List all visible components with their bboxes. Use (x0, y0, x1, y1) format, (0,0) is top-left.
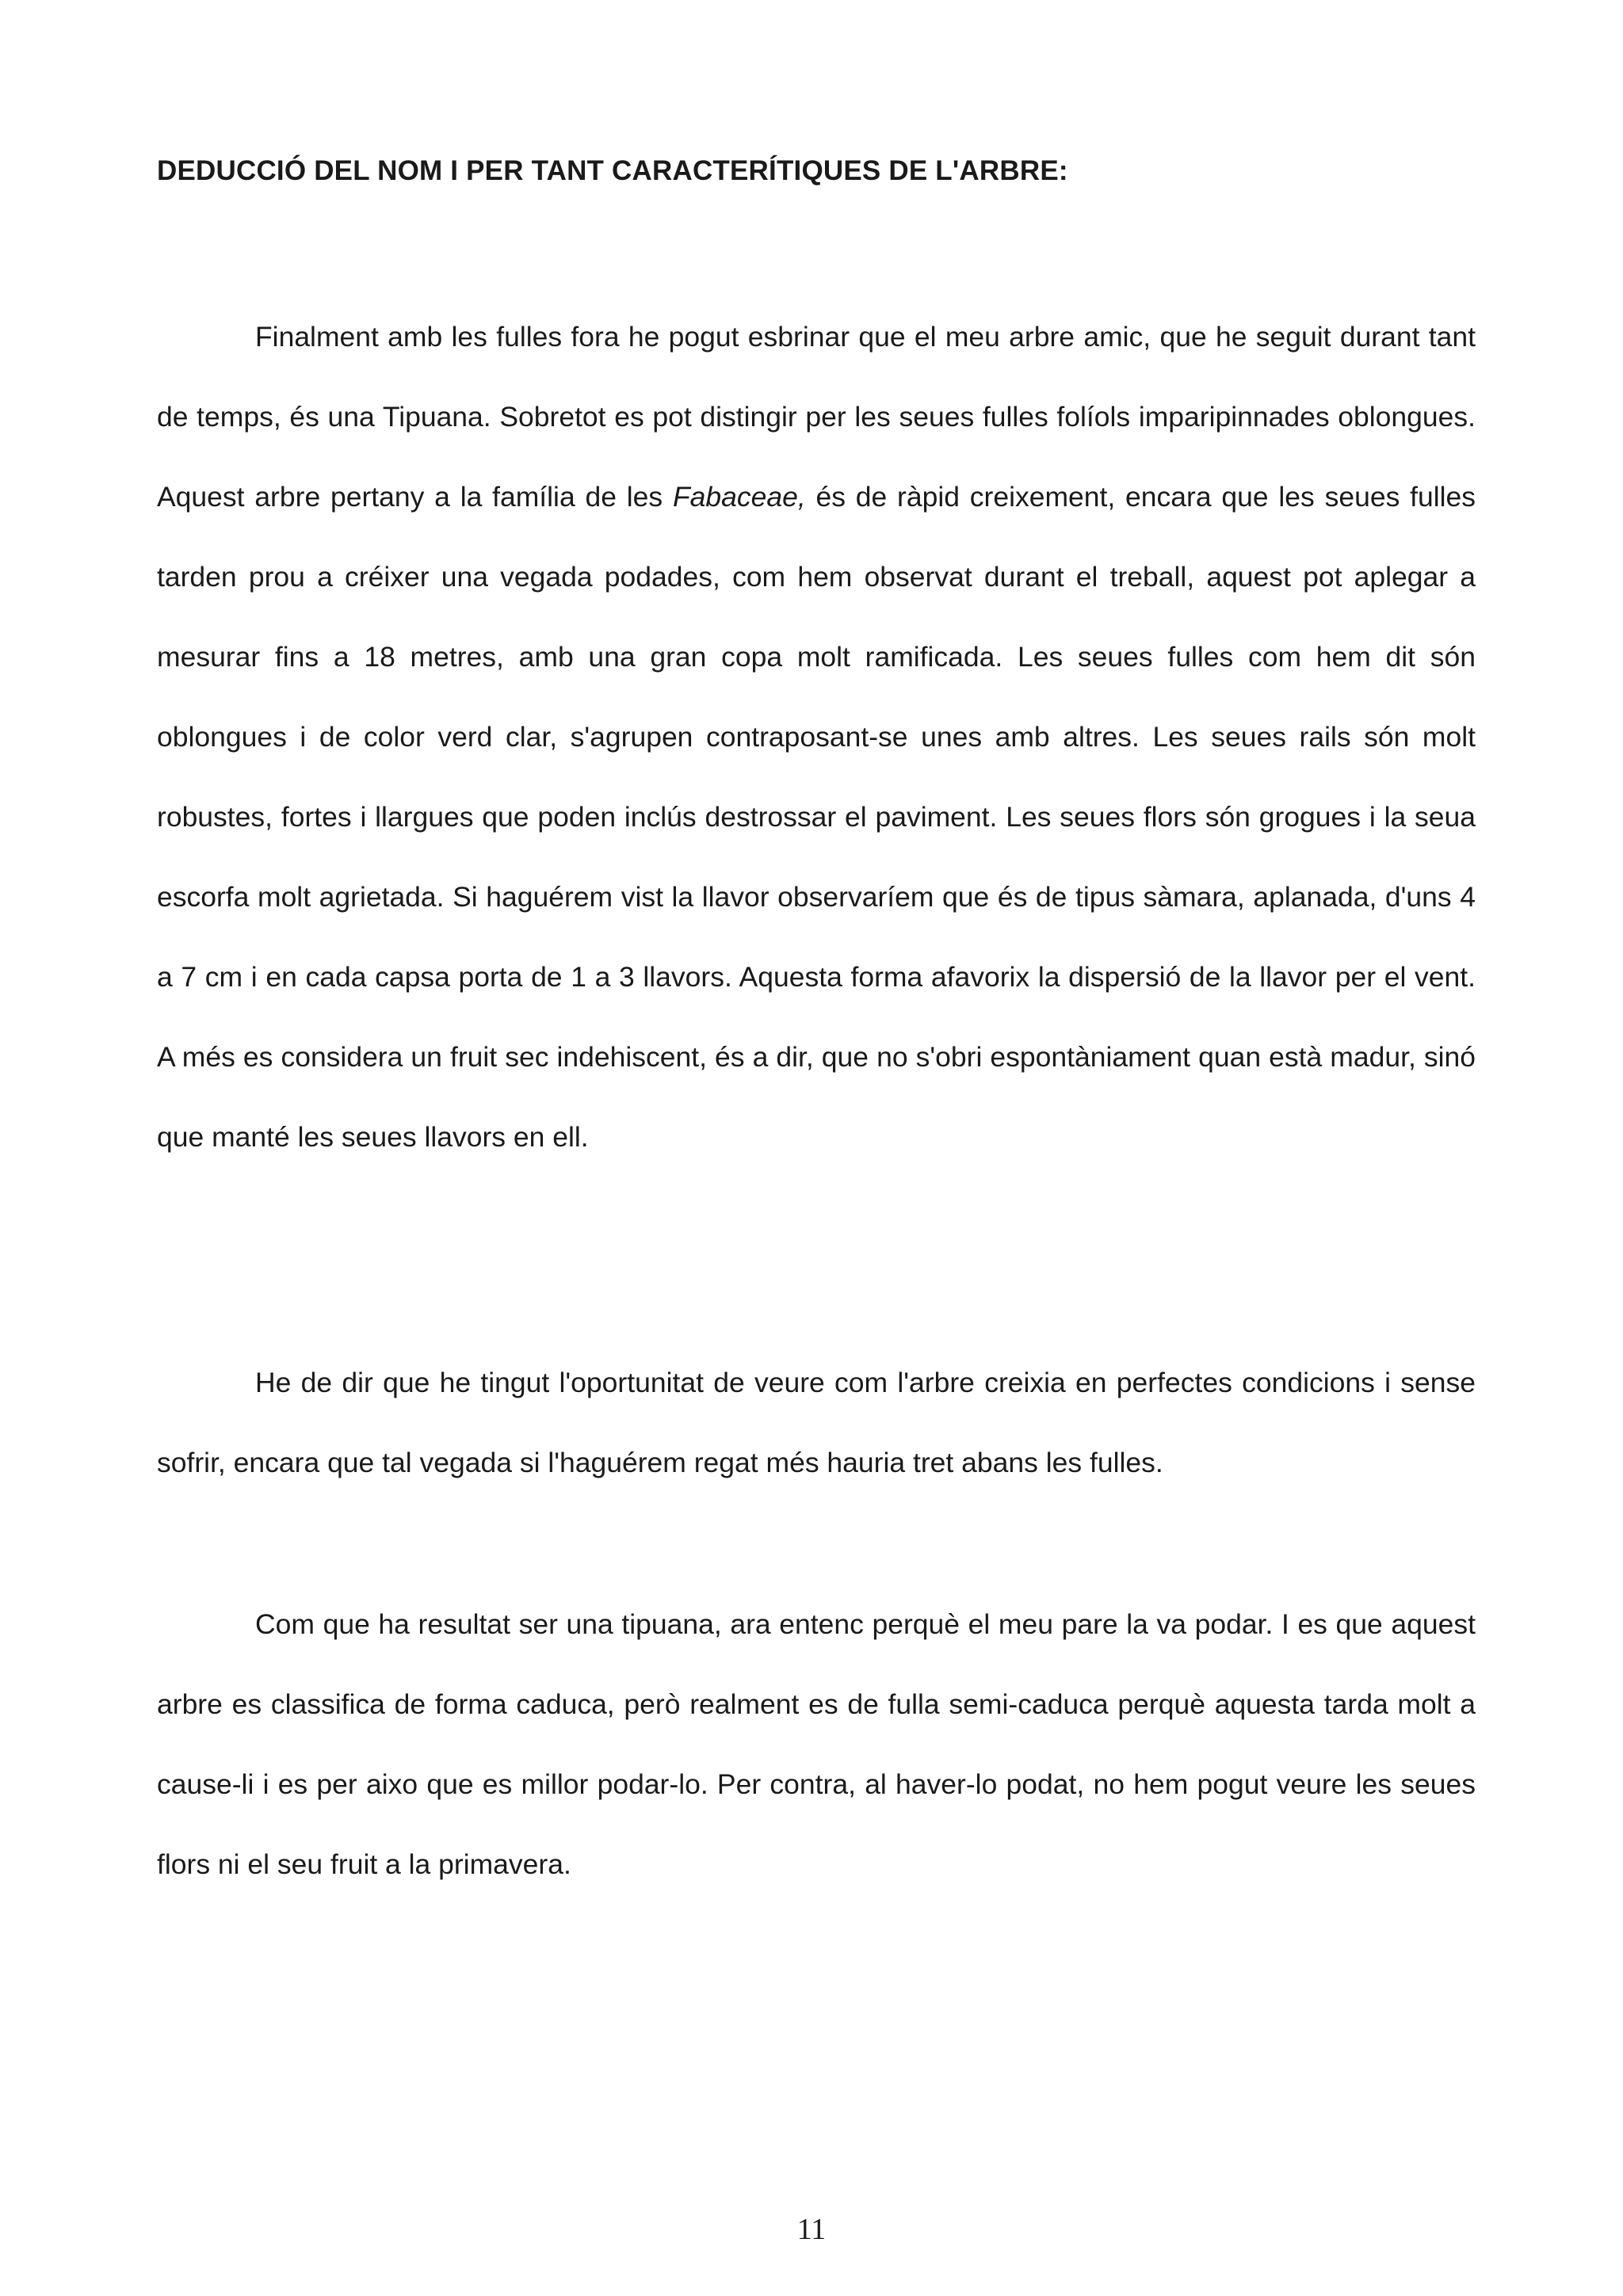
paragraph-1-text-start: Finalment amb les fulles fora he pogut esbrinar que el meu arbre amic, que he seguit durant tant de temps, és una Tipuana. Sobretot es pot distingir per les seues fulles folíols imparipinnades oblongues. Aquest arbre pertany a la família de les (157, 321, 1476, 513)
paragraph-1-italic-term: Fabaceae, (672, 481, 806, 513)
paragraph-1 (157, 297, 1476, 1177)
page-number: 11 (796, 2213, 827, 2246)
paragraph-1-text-end: és de ràpid creixement, encara que les seues fulles tarden prou a créixer una vegada podades, com hem observat durant el treball, aquest pot aplegar a mesurar fins a 18 metres, amb una gran copa molt ramificada. Les seues fulles com hem dit són oblongues i de color verd clar, s'agrupen contraposant-se unes amb altres. Les seues rails són molt robustes, fortes i llargues que poden inclús destrossar el paviment. Les seues flors són grogues i la seua escorfa molt agrietada. Si haguérem vist la llavor observaríem que és de tipus sàmara, aplanada, d'uns 4 a 7 cm i en cada capsa porta de 1 a 3 llavors. Aquesta forma afavorix la dispersió de la llavor per el vent. A més es considera un fruit sec indehiscent, és a dir, que no s'obri espontàniament quan està madur, sinó que manté les seues llavors en ell. (157, 481, 1476, 1153)
section-heading: DEDUCCIÓ DEL NOM I PER TANT CARACTERÍTIQUES DE L'ARBRE: (157, 155, 1068, 186)
paragraph-2: He de dir que he tingut l'oportunitat de veure com l'arbre creixia en perfectes condicions i sense sofrir, encara que tal vegada si l'haguérem regat més hauria tret abans les fulles. (157, 1367, 1476, 1478)
paragraph-3: Com que ha resultat ser una tipuana, ara entenc perquè el meu pare la va podar. I es que aquest arbre es classifica de forma caduca, però realment es de fulla semi-caduca perquè aquesta tarda molt a cause-li i es per aixo que es millor podar-lo. Per contra, al haver-lo podat, no hem pogut veure les seues flors ni el seu fruit a la primavera. (157, 1608, 1476, 1880)
